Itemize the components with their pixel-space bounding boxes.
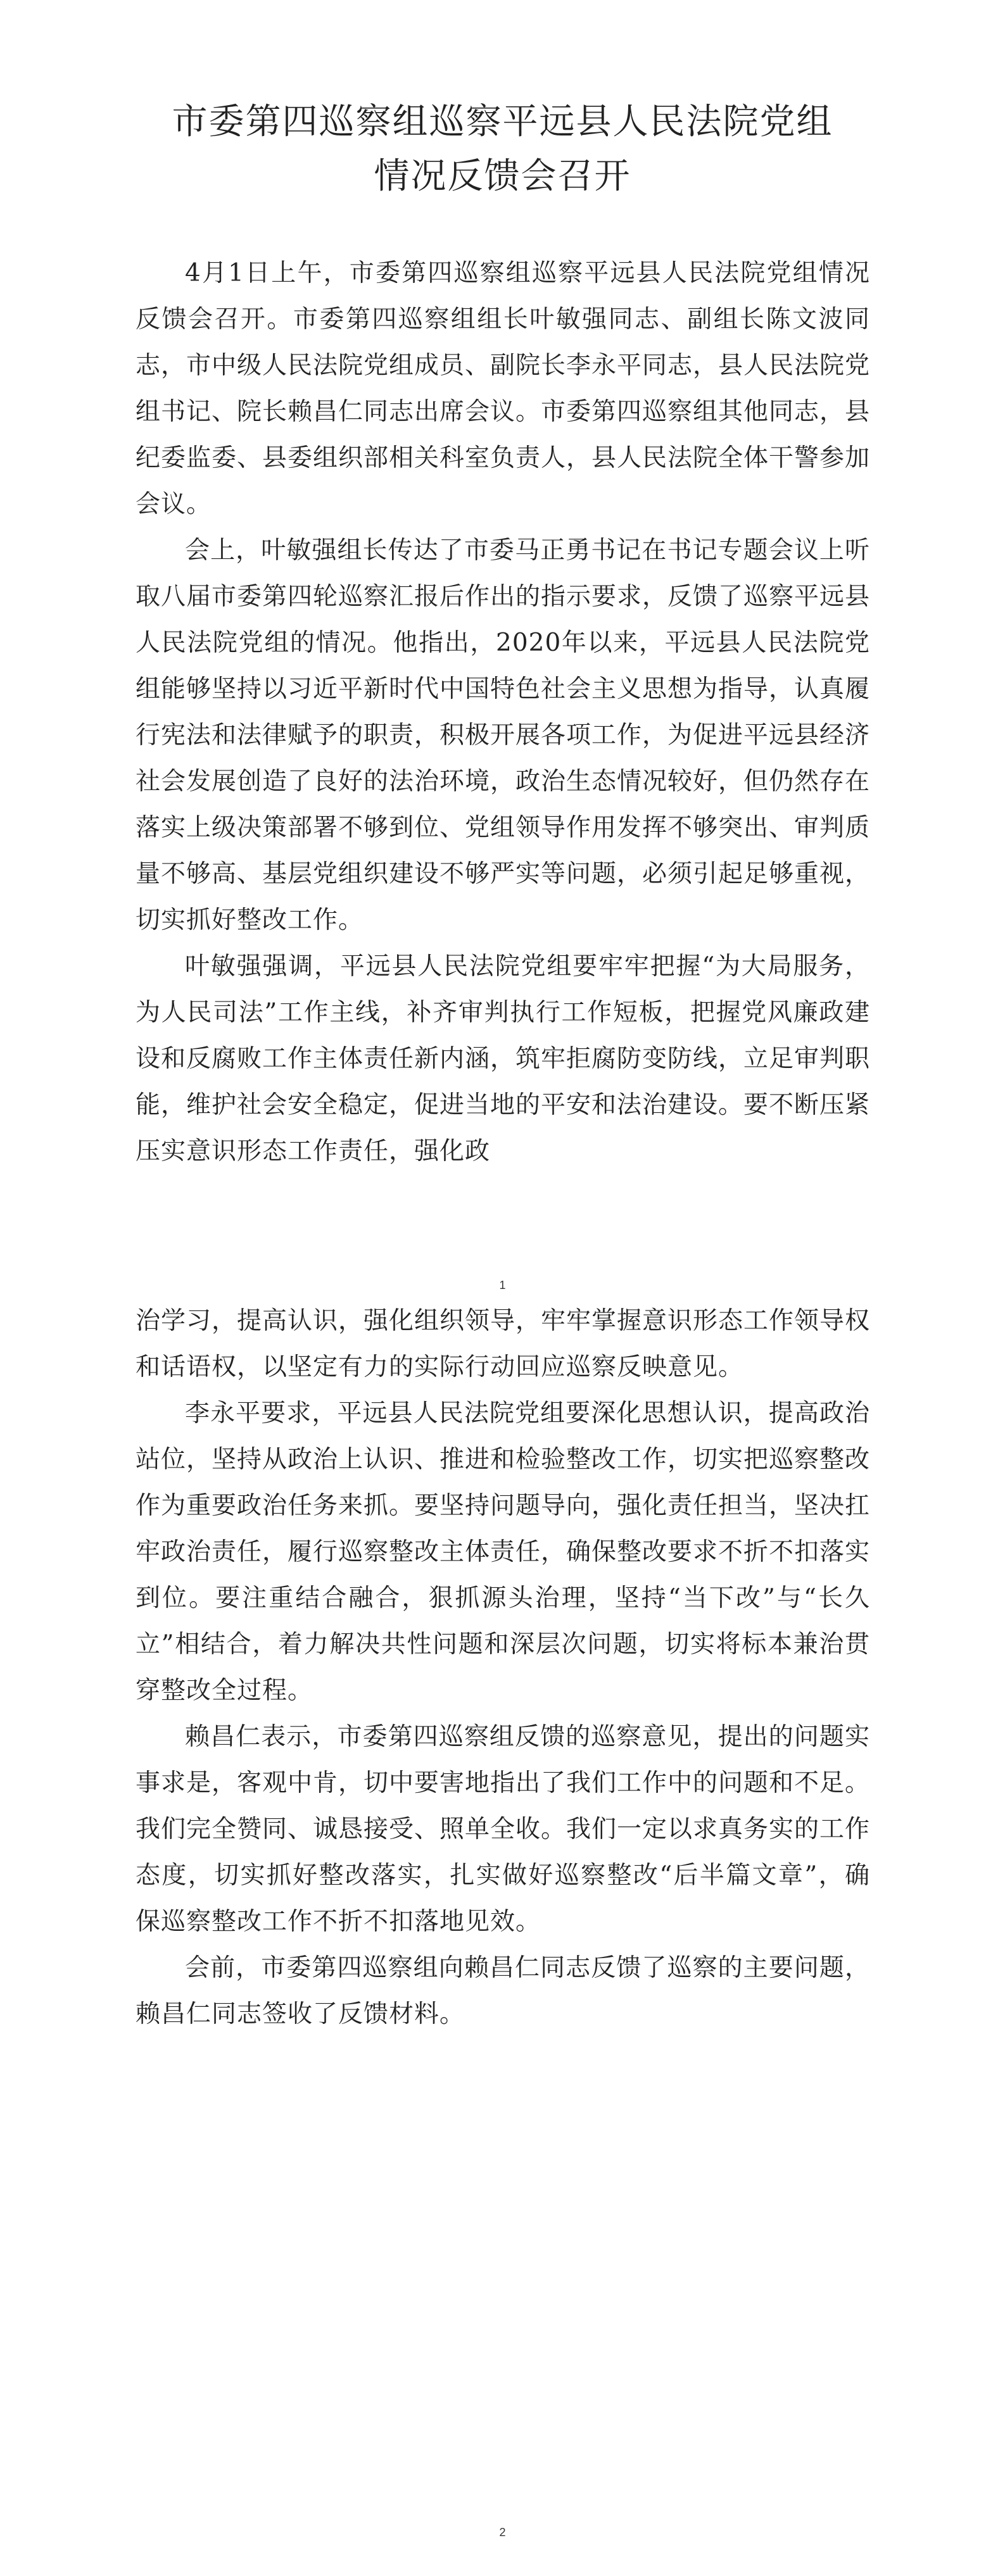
paragraph-continuation: 治学习，提高认识，强化组织领导，牢牢掌握意识形态工作领导权和话语权，以坚定有力的实际行动回应巡察反映意见。	[136, 1307, 871, 1381]
document-title	[127, 95, 878, 204]
paragraph-response: 赖昌仁表示，市委第四巡察组反馈的巡察意见，提出的问题实事求是，客观中肯，切中要害地指出了我们工作中的问题和不足。我们完全赞同、诚恳接受、照单全收。我们一定以求真务实的工作态度，切实抓好整改落实，扎实做好巡察整改“后半篇文章”，确保巡察整改工作不折不扣落地见效。	[136, 1723, 871, 1936]
page-2-body	[136, 1298, 870, 2037]
page-number: 2	[499, 2526, 506, 2539]
paragraph-opening: 4月1日上午，市委第四巡察组巡察平远县人民法院党组情况反馈会召开。市委第四巡察组组长叶敏强同志、副组长陈文波同志，市中级人民法院党组成员、副院长李永平同志，县人民法院党组书记、院长赖昌仁同志出席会议。市委第四巡察组其他同志，县纪委监委、县委组织部相关科室负责人，县人民法院全体干警参加会议。	[136, 259, 871, 518]
paragraph-emphasis: 叶敏强强调，平远县人民法院党组要牢牢把握“为大局服务，为人民司法”工作主线，补齐审判执行工作短板，把握党风廉政建设和反腐败工作主体责任新内涵，筑牢拒腐防变防线，立足审判职能，维护社会安全稳定，促进当地的平安和法治建设。要不断压紧压实意识形态工作责任，强化政	[136, 952, 871, 1165]
page-number: 1	[499, 1279, 506, 1291]
paragraph-requirements: 李永平要求，平远县人民法院党组要深化思想认识，提高政治站位，坚持从政治上认识、推进和检验整改工作，切实把巡察整改作为重要政治任务来抓。要坚持问题导向，强化责任担当，坚决扛牢政治责任，履行巡察整改主体责任，确保整改要求不折不扣落实到位。要注重结合融合，狠抓源头治理，坚持“当下改”与“长久立”相结合，着力解决共性问题和深层次问题，切实将标本兼治贯穿整改全过程。	[136, 1399, 871, 1705]
title-line-1: 市委第四巡察组巡察平远县人民法院党组	[172, 101, 833, 142]
page-1-body	[136, 250, 870, 1174]
document-page-2	[0, 1298, 1005, 2576]
title-line-2: 情况反馈会召开	[374, 156, 631, 197]
paragraph-feedback: 会上，叶敏强组长传达了市委马正勇书记在书记专题会议上听取八届市委第四轮巡察汇报后作出的指示要求，反馈了巡察平远县人民法院党组的情况。他指出，2020年以来，平远县人民法院党组能够坚持以习近平新时代中国特色社会主义思想为指导，认真履行宪法和法律赋予的职责，积极开展各项工作，为促进平远县经济社会发展创造了良好的法治环境，政治生态情况较好，但仍然存在落实上级决策部署不够到位、党组领导作用发挥不够突出、审判质量不够高、基层党组织建设不够严实等问题，必须引起足够重视，切实抓好整改工作。	[136, 536, 871, 934]
paragraph-closing: 会前，市委第四巡察组向赖昌仁同志反馈了巡察的主要问题，赖昌仁同志签收了反馈材料。	[136, 1954, 870, 2028]
